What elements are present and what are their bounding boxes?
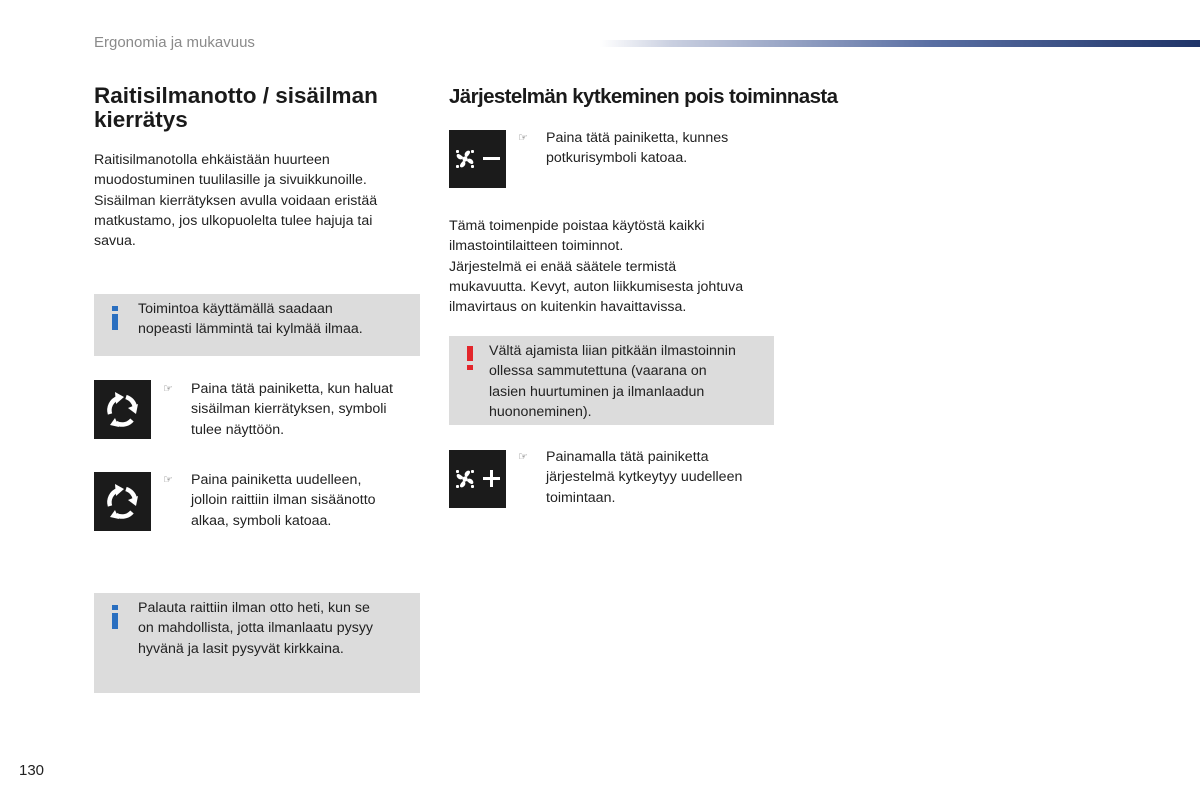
intro-line: Sisäilman kierrätyksen avulla voidaan eristää — [94, 192, 378, 209]
warning-text — [489, 341, 736, 422]
instruction-line: Painamalla tätä painiketta — [546, 449, 709, 465]
body-line: ilmastointilaitteen toiminnot. — [449, 238, 624, 255]
intro-line: muodostuminen tuulilasille ja sivuikkunoille. — [94, 172, 367, 189]
section-title: Ergonomia ja mukavuus — [94, 34, 255, 51]
info-line: on mahdollista, jotta ilmanlaatu pysyy — [138, 620, 374, 637]
info-box-1 — [94, 294, 420, 356]
body-line: ilmavirtaus on kuitenkin havaittavissa. — [449, 299, 687, 316]
fan-minus-icon — [449, 130, 506, 188]
info-icon — [108, 605, 122, 629]
warning-line: Vältä ajamista liian pitkään ilmastoinnin — [489, 343, 736, 359]
warning-icon — [463, 346, 477, 370]
instruction-line: tulee näyttöön. — [191, 421, 285, 438]
info-line: hyvänä ja lasit pysyvät kirkkaina. — [138, 640, 344, 657]
warning-box — [449, 336, 774, 425]
right-body — [449, 216, 779, 317]
warning-line: huononeminen). — [489, 403, 592, 420]
hand-pointer-icon: ☞ — [518, 451, 528, 463]
page-number: 130 — [19, 762, 45, 779]
instruction-line: Paina tätä painiketta, kunnes — [546, 130, 729, 146]
intro-line: Raitisilmanotolla ehkäistään huurteen — [94, 152, 330, 168]
hand-pointer-icon: ☞ — [518, 132, 528, 144]
body-line: Tämä toimenpide poistaa käytöstä kaikki — [449, 218, 705, 234]
recirculation-on-button — [94, 380, 151, 439]
warning-line: ollessa sammutettuna (vaarana on — [489, 363, 707, 380]
right-heading: Järjestelmän kytkeminen pois toiminnasta — [449, 85, 838, 108]
info-2-text — [138, 598, 373, 659]
fan-plus-button — [449, 450, 506, 508]
fan-plus-icon — [449, 450, 506, 508]
info-1-text — [138, 299, 363, 340]
header-bar — [600, 40, 1200, 47]
intro-line: matkustamo, jos ulkopuolelta tulee hajuja tai — [94, 212, 373, 229]
instruction-line: Paina painiketta uudelleen, — [191, 472, 362, 488]
info-line: Palauta raittiin ilman otto heti, kun se — [138, 600, 370, 616]
instruction-line: alkaa, symboli katoaa. — [191, 512, 332, 529]
instruction-line: sisäilman kierrätyksen, symboli — [191, 401, 387, 418]
info-line: nopeasti lämmintä tai kylmää ilmaa. — [138, 321, 363, 338]
info-box-2 — [94, 593, 420, 693]
body-line: mukavuutta. Kevyt, auton liikkumisesta johtuva — [449, 278, 744, 295]
intro-line: savua. — [94, 233, 136, 250]
instruction-line: Paina tätä painiketta, kun haluat — [191, 381, 393, 397]
instruction-line: toimintaan. — [546, 489, 616, 506]
instruction-line: jolloin raittiin ilman sisäänotto — [191, 492, 376, 509]
hand-pointer-icon: ☞ — [163, 474, 173, 486]
info-icon — [108, 306, 122, 330]
fan-minus-button — [449, 130, 506, 188]
instruction-line: potkurisymboli katoaa. — [546, 150, 688, 167]
hand-pointer-icon: ☞ — [163, 383, 173, 395]
instruction-line: järjestelmä kytkeytyy uudelleen — [546, 469, 743, 486]
recirculation-off-button — [94, 472, 151, 531]
left-heading: Raitisilmanotto / sisäilman kierrätys — [94, 83, 378, 132]
body-line: Järjestelmä ei enää säätele termistä — [449, 258, 677, 275]
recirculation-icon — [94, 380, 151, 439]
info-line: Toimintoa käyttämällä saadaan — [138, 301, 333, 317]
recirculation-icon — [94, 472, 151, 531]
warning-line: lasien huurtuminen ja ilmanlaadun — [489, 383, 705, 400]
left-intro — [94, 150, 414, 251]
